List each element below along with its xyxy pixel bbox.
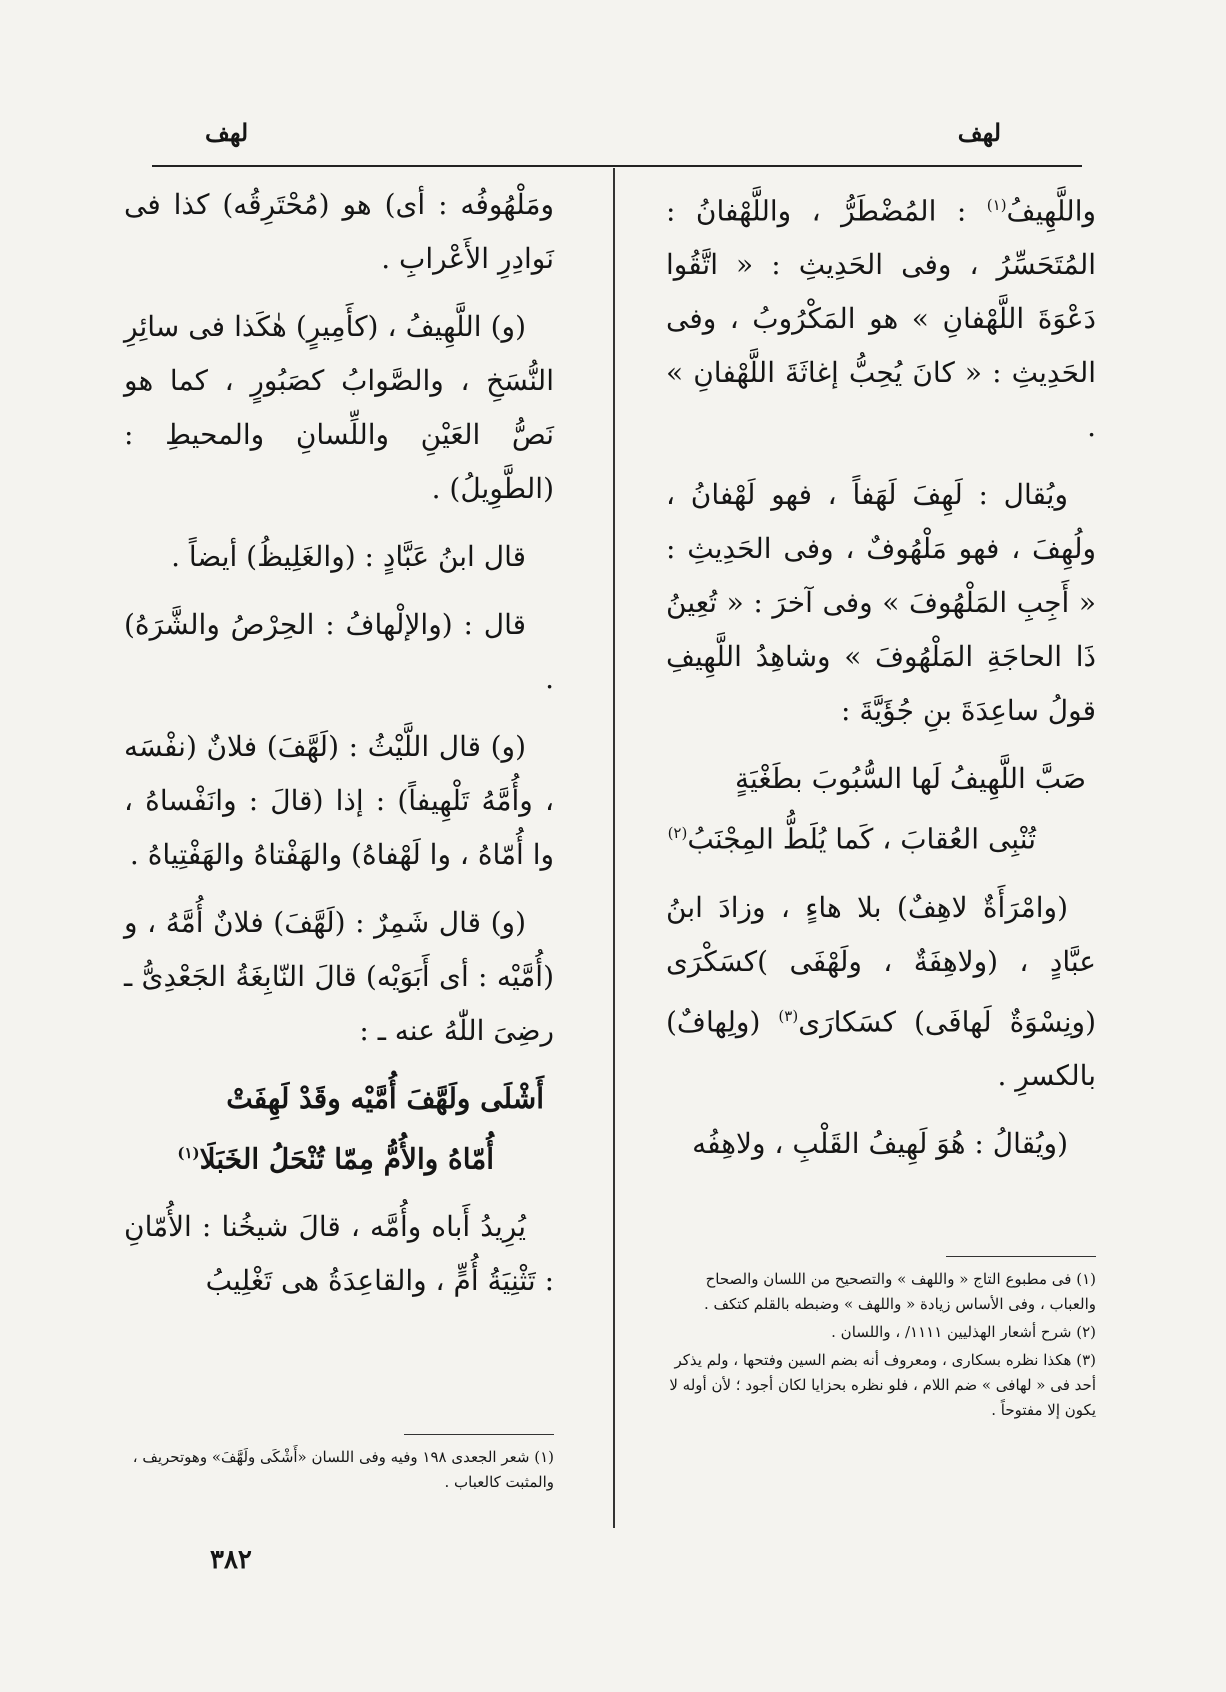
verse-hemistich-2-text: أُمّاهُ والأُمُّ مِمّا تُنْحَلُ الخَبَلَا <box>199 1142 494 1176</box>
verse-hemistich-1: أَشْلَى ولَهَّفَ أُمَّيْه وقَدْ لَهِفَتْ <box>226 1082 544 1115</box>
verse-hemistich-2-text: تُنْبِى العُقابَ ، كَما يُلَطُّ المِجْنَبُ <box>687 822 1036 856</box>
footnote-1: (١) فى مطبوع التاج « واللهف » والتصحيح من اللسان والصحاح والعباب ، وفى الأساس زيادة « واللهف » وضبطه بالقلم كتكف . <box>703 1270 1096 1313</box>
left-paragraph-3: قال ابنُ عَبَّادٍ : (والغَلِيظُ) أيضاً . <box>171 540 526 573</box>
running-head-right: لهف <box>957 118 1001 147</box>
left-paragraph-6: (و) قال شَمِرٌ : (لَهَّفَ) فلانٌ أُمَّهُ ، و (أُمَّيْه : أى أَبَوَيْه) قالَ النّابِغَةُ الجَعْدِىُّ ـ رضِىَ اللّٰهُ عنه ـ : <box>124 906 554 1047</box>
footnote-marker: (١) <box>177 1144 200 1162</box>
right-column <box>666 178 1096 1185</box>
right-paragraph-3 <box>666 881 1096 1103</box>
footnote-rule <box>404 1434 554 1435</box>
right-paragraph-1 <box>666 178 1096 454</box>
footnote-marker: (١) <box>986 196 1007 214</box>
left-verse <box>124 1072 554 1186</box>
entry-headword: واللَّهِيفُ <box>1006 194 1096 228</box>
right-verse <box>666 752 1096 866</box>
left-footnotes <box>124 1428 554 1498</box>
footnote-2: (٢) شرح أشعار الهذليين ١١١١/ ، واللسان . <box>831 1323 1096 1341</box>
header-rule <box>152 165 1082 167</box>
left-column <box>124 178 554 1322</box>
column-divider <box>613 168 615 1528</box>
entry-text: (وامْرَأَةٌ لاهِفٌ) بلا هاءٍ ، وزادَ ابنُ عبَّادٍ ، (ولاهِفَةٌ ، ولَهْفَى )كسَكْرَى (ونِسْوَةٌ لَهافَى) كسَكارَى <box>666 890 1096 1038</box>
left-paragraph-5: (و) قال اللَّيْثُ : (لَهَّفَ) فلانٌ (نفْسَه ، وأُمَّهُ تَلْهِيفاً) : إذا (قالَ : وانَفْساهُ ، وا أُمّاهُ ، وا لَهْفاهُ) والهَفْتاهُ والهَفْتِياهُ . <box>124 730 554 871</box>
verse-hemistich-2 <box>666 806 1096 866</box>
left-paragraph-1: ومَلْهُوفُه : أى) هو (مُحْتَرِقُه) كذا فى نَوادِرِ الأَعْرابِ . <box>124 188 554 275</box>
footnote-marker: (٢) <box>667 824 688 843</box>
left-paragraph-4: قال : (والإلْهافُ : الحِرْصُ والشَّرَهُ) . <box>124 608 554 695</box>
right-paragraph-4: (ويُقالُ : هُوَ لَهِيفُ القَلْبِ ، ولاهِفُه <box>692 1126 1068 1160</box>
left-paragraph-2: (و) اللَّهِيفُ ، (كأَمِيرٍ) هٰكَذا فى سائِرِ النُّسَخِ ، والصَّوابُ كصَبُورٍ ، كما هو نَصُّ العَيْنِ واللِّسانِ والمحيطِ : (الطَّوِيلُ) . <box>124 310 554 505</box>
verse-hemistich-1: صَبَّ اللَّهِيفُ لَها السُّبُوبَ بطَغْيَةٍ <box>734 762 1086 796</box>
footnote-marker: (٣) <box>778 1006 799 1025</box>
page-number: ٣٨٢ <box>210 1545 252 1575</box>
entry-text: : المُضْطَرُّ ، واللَّهْفانُ : المُتَحَسِّرُ ، وفى الحَدِيثِ : « اتَّقُوا دَعْوَةَ اللَّهْفانِ » هو المَكْرُوبُ ، وفى الحَدِيثِ : « كانَ يُحِبُّ إغاثَةَ اللَّهْفانِ » . <box>666 194 1096 444</box>
footnote-rule <box>946 1256 1096 1257</box>
left-paragraph-7: يُرِيدُ أَباه وأُمَّه ، قالَ شيخُنا : الأُمّانِ : تَثْنِيَةُ أُمٍّ ، والقاعِدَةُ هى تَغْلِيبُ <box>124 1210 554 1298</box>
running-head-left: لهف <box>205 118 249 147</box>
footnote-3: (٣) هكذا نظره بسكارى ، ومعروف أنه بضم السين وفتحها ، ولم يذكر أحد فى « لهافى » ضم اللام ، فلو نظره بحزايا لكان أجود ؛ لأن أوله لا يكون إلا مفتوحاً . <box>669 1351 1096 1419</box>
right-paragraph-2: ويُقال : لَهِفَ لَهَفاً ، فهو لَهْفانُ ، ولُهِفَ ، فهو مَلْهُوفٌ ، وفى الحَدِيثِ : « أَجِبِ المَلْهُوفَ » وفى آخرَ : « تُعِينُ ذَا الحاجَةِ المَلْهُوفَ » وشاهِدُ اللَّهِيفِ قولُ ساعِدَةَ بنِ جُؤَيَّةَ : <box>666 478 1096 728</box>
right-footnotes <box>666 1250 1096 1426</box>
footnote-1: (١) شعر الجعدى ١٩٨ وفيه وفى اللسان «أَشْكَى ولَهَّفَ» وهوتحريف ، والمثبت كالعباب . <box>132 1448 554 1491</box>
entry-text: (ولِهافٌ) بالكسرِ . <box>666 1004 1096 1092</box>
verse-hemistich-2 <box>124 1126 554 1186</box>
